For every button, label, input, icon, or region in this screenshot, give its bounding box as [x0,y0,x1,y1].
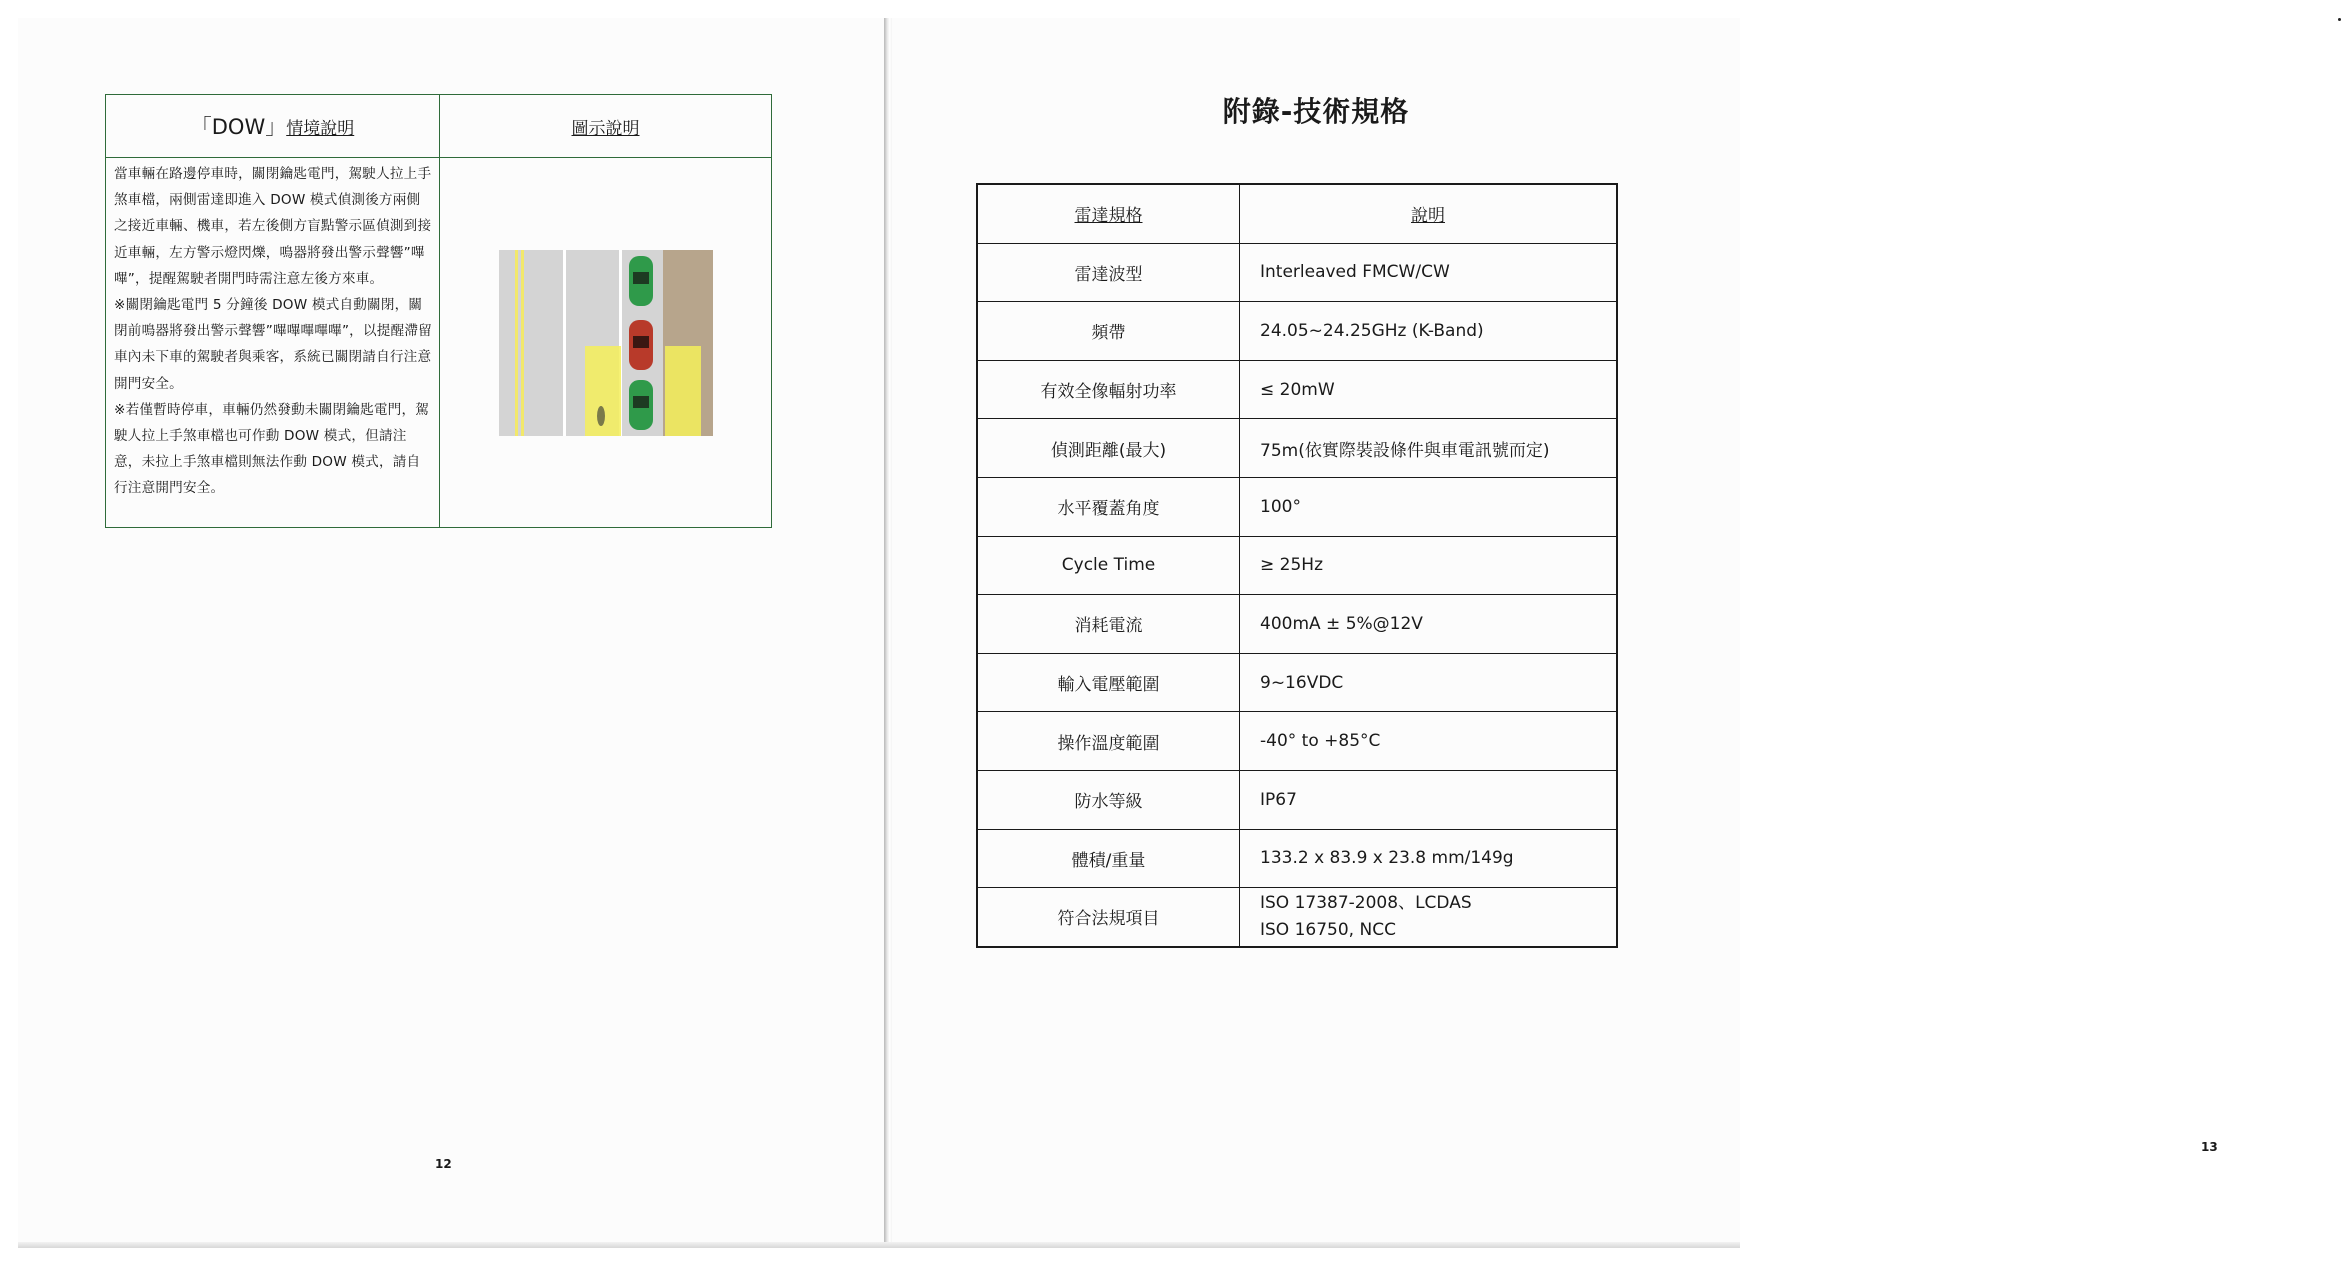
figure-cell [440,158,772,528]
book-spine [884,18,892,1248]
spec-label: 有效全像輻射功率 [977,360,1240,419]
page-bottom-edge [18,1242,1740,1248]
center-line-right [521,250,524,436]
spec-row [977,243,1617,302]
spec-label: 輸入電壓範圍 [977,653,1240,712]
spec-label: 體積/重量 [977,829,1240,888]
dow-scenario-header: 「DOW」情境說明 [106,95,440,158]
blind-spot-zone-right [665,346,701,436]
spec-label: 偵測距離(最大) [977,419,1240,478]
spec-label: Cycle Time [977,536,1240,595]
spec-value: 75m(依實際裝設條件與車電訊號而定) [1240,419,1618,478]
motorcycle-icon [597,406,605,426]
scenario-paragraph-3: ※若僅暫時停車，車輛仍然發動未關閉鑰匙電門，駕駛人拉上手煞車檔也可作動 DOW 模式，但請注意，未拉上手煞車檔則無法作動 DOW 模式，請自行注意開門安全。 [114,401,430,497]
blind-spot-dow-diagram [499,250,713,436]
spec-value-line-2: ISO 16750, NCC [1260,919,1396,940]
spec-row [977,360,1617,419]
spec-header-label: 雷達規格 [977,184,1240,243]
spec-row [977,712,1617,771]
scenario-paragraph-2: ※關閉鑰匙電門 5 分鐘後 DOW 模式自動關閉，關閉前鳴器將發出警示聲響”嗶嗶嗶嗶嗶”，以提醒滯留車內未下車的駕駛者與乘客，系統已關閉請自行注意開門安全。 [114,297,432,392]
spec-header-row [977,184,1617,243]
page-number-right: 13 [2201,1140,2218,1154]
right-page [892,18,2218,1248]
spec-row [977,419,1617,478]
figure-header: 圖示說明 [440,95,772,158]
spec-label: 頻帶 [977,302,1240,361]
page-title: 附錄-技術規格 [1222,95,1410,128]
spec-row [977,653,1617,712]
dow-table-body-row [106,158,772,528]
spec-row [977,536,1617,595]
spec-label: 雷達波型 [977,243,1240,302]
spec-value: ≥ 25Hz [1240,536,1618,595]
spec-value: 24.05~24.25GHz (K-Band) [1240,302,1618,361]
spec-label: 操作溫度範圍 [977,712,1240,771]
spec-label: 防水等級 [977,770,1240,829]
booklet-spread [18,18,2218,1248]
spec-label: 消耗電流 [977,595,1240,654]
spec-row [977,770,1617,829]
spec-table [976,183,1618,948]
spec-row [977,829,1617,888]
spec-value [1240,888,1618,947]
scenario-paragraph-1: 當車輛在路邊停車時，關閉鑰匙電門，駕駛人拉上手煞車檔，兩側雷達即進入 DOW 模式偵測後方兩側之接近車輛、機車，若左後側方盲點警示區偵測到接近車輛，左方警示燈閃爍，鳴器將發出警示聲響”嗶嗶”，提醒駕駛者開門時需注意左後方來車。 [114,166,432,287]
center-line-left [515,250,518,436]
spec-row [977,595,1617,654]
spec-value: 100° [1240,477,1618,536]
dow-table-header-row [106,95,772,158]
dow-scenario-table [105,94,772,528]
spec-value: 400mA ± 5%@12V [1240,595,1618,654]
spec-value: Interleaved FMCW/CW [1240,243,1618,302]
lane-divider [563,250,566,436]
spec-header-desc: 說明 [1240,184,1618,243]
spec-value: 133.2 x 83.9 x 23.8 mm/149g [1240,829,1618,888]
spec-row [977,477,1617,536]
spec-value: -40° to +85°C [1240,712,1618,771]
spec-label: 符合法規項目 [977,888,1240,947]
spec-value: ≤ 20mW [1240,360,1618,419]
spec-value: IP67 [1240,770,1618,829]
spec-row-compliance [977,888,1617,947]
spec-value: 9~16VDC [1240,653,1618,712]
scenario-description-cell [106,158,440,528]
page-number-left: 12 [435,1157,452,1171]
spec-rows [977,243,1617,888]
left-page [18,18,884,1248]
spec-value-line-1: ISO 17387-2008、LCDAS [1260,892,1472,913]
spec-row [977,302,1617,361]
spec-label: 水平覆蓋角度 [977,477,1240,536]
